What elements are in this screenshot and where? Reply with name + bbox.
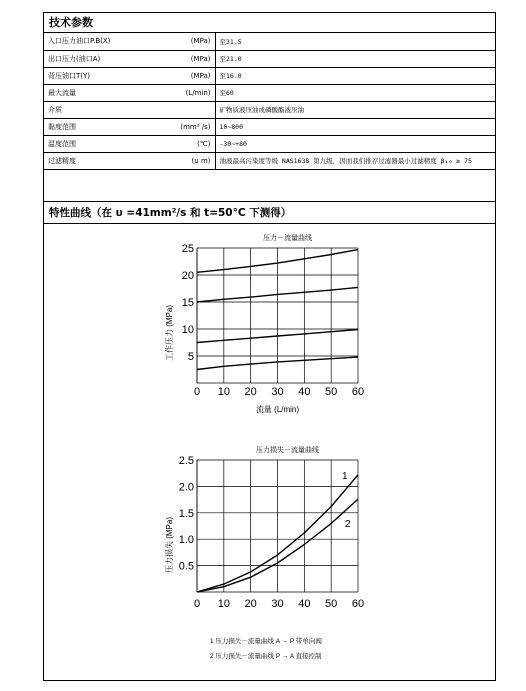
tech-params-title: 技术参数	[44, 13, 495, 33]
param-name: 入口压力油口P.B(X)	[44, 33, 122, 50]
param-unit: (mm² /s)	[122, 118, 215, 135]
y-tick-label: 0.5	[178, 560, 194, 573]
y-tick-label: 2.0	[178, 481, 194, 494]
x-tick-label: 30	[271, 386, 284, 398]
param-name: 过滤精度	[44, 152, 122, 169]
param-name: 出口压力(油口A)	[44, 50, 122, 67]
param-name: 介质	[44, 101, 122, 118]
y-tick-label: 2.5	[178, 455, 194, 467]
y-axis-label: 工作压力 (MPa)	[165, 305, 174, 361]
x-tick-label: 10	[217, 598, 230, 610]
y-tick-label: 25	[181, 243, 194, 255]
param-value: -30~+80	[215, 135, 495, 152]
curves-title: 特性曲线（在 υ =41mm²/s 和 t=50°C 下测得）	[44, 202, 495, 224]
param-value: 至16.0	[215, 67, 495, 84]
y-tick-label: 1.5	[178, 507, 194, 520]
param-unit: (℃)	[122, 135, 215, 152]
series-label: 1	[342, 471, 348, 482]
y-tick-label: 20	[181, 270, 194, 282]
y-tick-label: 15	[181, 297, 194, 309]
param-value: 至60	[215, 84, 495, 101]
y-axis-label: 压力损失 (MPa)	[165, 517, 174, 573]
x-tick-label: 0	[193, 386, 201, 398]
param-value: 油液最高污染度等级 NAS1638 第九级，因而我们推荐过滤器最小过滤精度 β₁₀ ≥ 75	[215, 152, 495, 169]
param-unit: (MPa)	[122, 67, 215, 84]
x-tick-label: 10	[217, 386, 230, 398]
param-unit: (L/min)	[122, 84, 215, 101]
y-tick-label: 1.0	[178, 534, 194, 547]
param-name: 温度范围	[44, 135, 122, 152]
y-tick-label: 10	[181, 324, 194, 336]
x-tick-label: 30	[271, 598, 284, 610]
x-tick-label: 50	[325, 386, 338, 398]
legend-note: 1 压力损失－流量曲线 A → P 带单向阀	[210, 638, 322, 645]
param-value: 矿物质液压油或磷酸酯液压油	[215, 101, 495, 118]
param-name: 黏度范围	[44, 118, 122, 135]
x-tick-label: 20	[244, 598, 257, 610]
param-unit: (MPa)	[122, 50, 215, 67]
param-name: 背压油口T(Y)	[44, 67, 122, 84]
x-tick-label: 50	[325, 598, 338, 610]
x-tick-label: 60	[351, 598, 365, 610]
param-unit: (u m)	[122, 152, 215, 169]
x-tick-label: 0	[193, 598, 201, 610]
param-unit: (MPa)	[122, 33, 215, 50]
param-value: 至21.0	[215, 50, 495, 67]
y-tick-label: 5	[187, 351, 194, 363]
x-tick-label: 40	[298, 386, 311, 398]
legend-note: 2 压力损失－流量曲线 P → A 直接控制	[210, 653, 322, 660]
x-tick-label: 60	[351, 386, 365, 398]
x-tick-label: 40	[298, 598, 311, 610]
chart-title: 压力损失－流量曲线	[256, 447, 319, 454]
series-label: 2	[345, 519, 351, 530]
param-value: 至31.5	[215, 33, 495, 50]
x-axis-label: 流量 (L/min)	[255, 405, 300, 414]
param-value: 10~800	[215, 118, 495, 135]
param-name: 最大流量	[44, 84, 122, 101]
x-tick-label: 20	[244, 386, 257, 398]
chart-title: 压力－流量曲线	[263, 235, 312, 242]
